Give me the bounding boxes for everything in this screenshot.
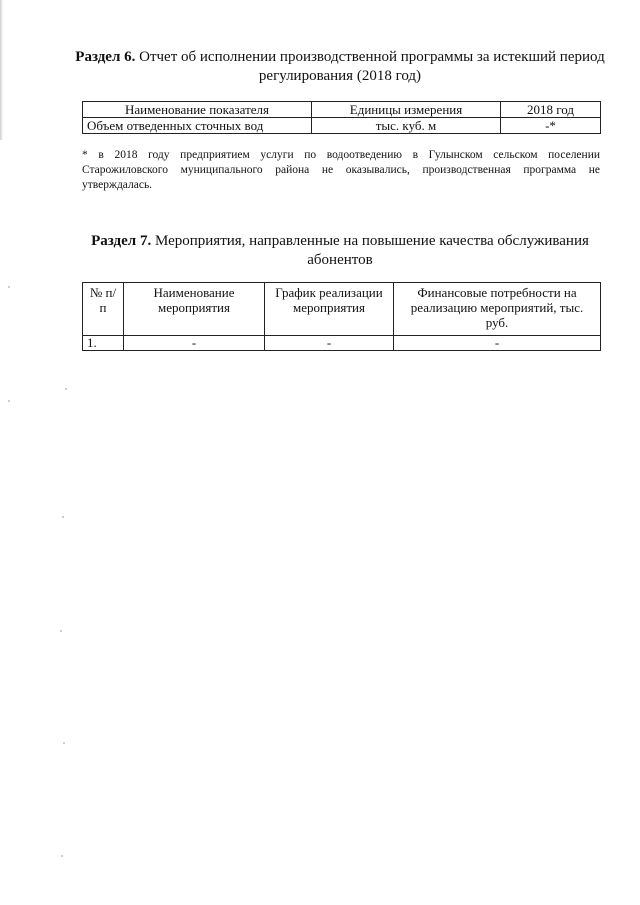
table-header-cell: Наименование мероприятия: [124, 283, 265, 336]
table-row: [83, 118, 601, 134]
scan-speck: [62, 516, 64, 518]
table-cell: -: [265, 336, 394, 351]
section-7-table: [82, 282, 601, 351]
scan-speck: [8, 286, 10, 288]
section-7-title: Мероприятия, направленные на повышение качества обслуживания абонентов: [154, 233, 589, 268]
table-header-row: [83, 102, 601, 118]
table-header-cell: № п/п: [83, 283, 124, 336]
table-cell: -: [394, 336, 601, 351]
table-cell: Объем отведенных сточных вод: [83, 118, 312, 134]
scan-edge-shadow: [0, 0, 3, 140]
table-header-cell: Наименование показателя: [83, 102, 312, 118]
scan-speck: [8, 400, 10, 402]
section-7-label: Раздел 7.: [91, 233, 152, 249]
scan-speck: [65, 388, 67, 390]
section-6-footnote: * в 2018 году предприятием услуги по водоотведению в Гулынском сельском поселении Старожиловского муниципального района не оказывались, производственная программа не утверждалась.: [82, 149, 600, 191]
scan-speck: [60, 630, 62, 632]
section-6-title: Отчет об исполнении производственной программы за истекший период регулирования (2018 год): [139, 49, 605, 84]
table-header-row: [83, 283, 601, 336]
table-row: [83, 336, 601, 351]
table-header-cell: 2018 год: [501, 102, 601, 118]
table-header-cell: Единицы измерения: [312, 102, 501, 118]
table-cell: -*: [501, 118, 601, 134]
table-cell: тыс. куб. м: [312, 118, 501, 134]
scan-speck: [63, 742, 65, 744]
section-6-heading: [70, 48, 610, 86]
section-6-label: Раздел 6.: [75, 49, 136, 65]
scan-speck: [61, 855, 63, 857]
table-cell: 1.: [83, 336, 124, 351]
section-6-table: [82, 101, 601, 134]
table-cell: -: [124, 336, 265, 351]
table-header-cell: График реализации мероприятия: [265, 283, 394, 336]
section-7-heading: [70, 232, 610, 270]
table-header-cell: Финансовые потребности на реализацию мероприятий, тыс. руб.: [394, 283, 601, 336]
